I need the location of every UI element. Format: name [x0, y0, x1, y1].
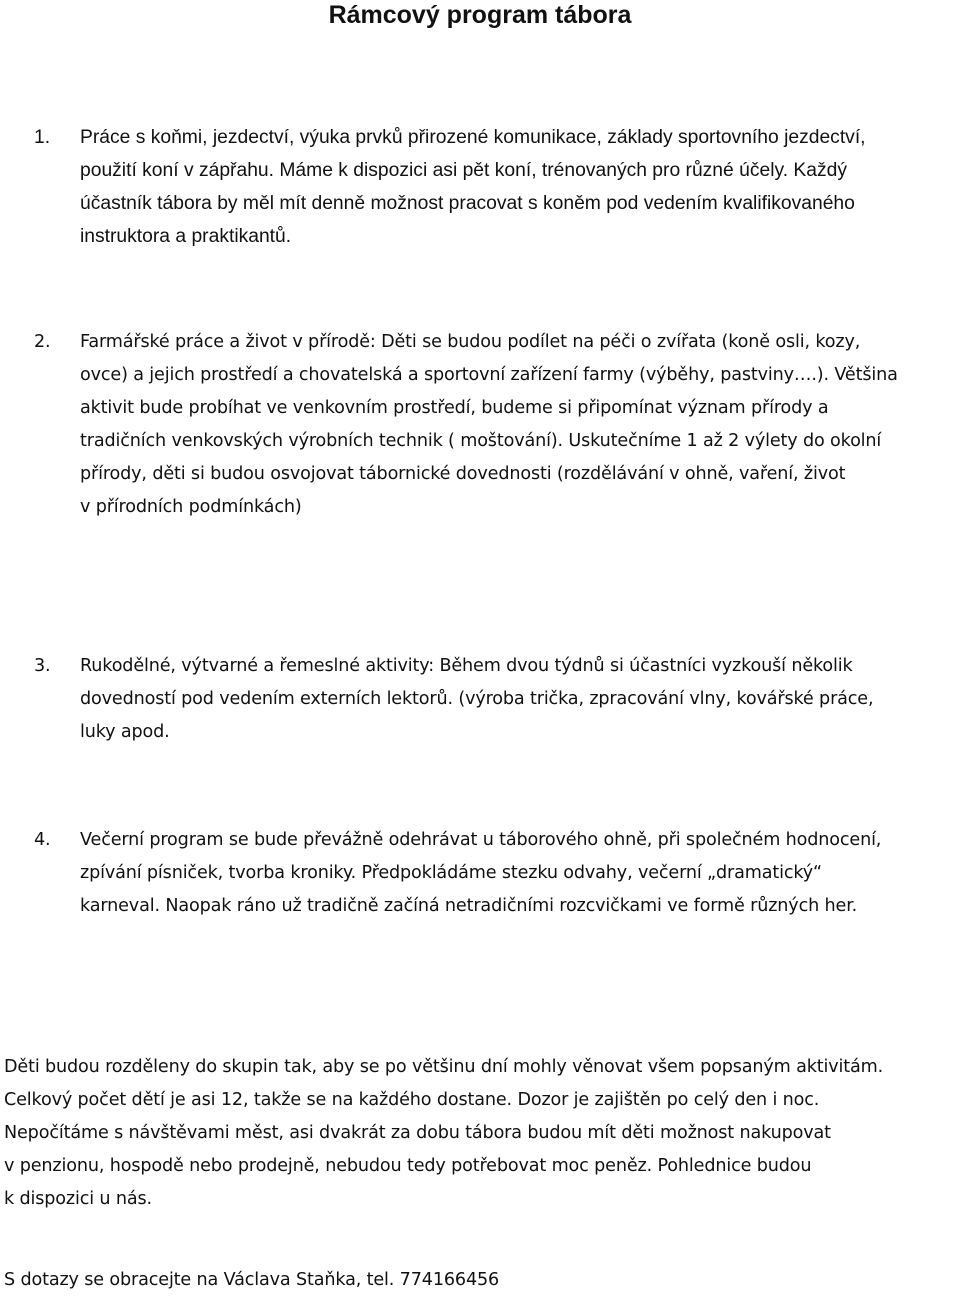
contact-line: S dotazy se obracejte na Václava Staňka, tel. 774166456 — [4, 1270, 500, 1290]
paragraph-line: Nepočítáme s návštěvami měst, asi dvakrát za dobu tábora budou mít děti možnost nakupovat — [4, 1123, 831, 1143]
item-line: Večerní program se bude převážně odehrávat u táborového ohně, při společném hodnocení, — [80, 830, 882, 850]
item-line: instruktora a praktikantů. — [80, 226, 292, 247]
item-number: 4. — [34, 830, 51, 850]
item-number: 3. — [34, 656, 51, 676]
item-line: Farmářské práce a život v přírodě: Děti se budou podílet na péči o zvířata (koně osli, kozy, — [80, 332, 861, 352]
closing-paragraph — [4, 1051, 954, 1216]
item-line: dovedností pod vedením externích lektorů. (výroba trička, zpracování vlny, kovářské práce, — [80, 689, 874, 709]
contact-paragraph — [4, 1264, 954, 1297]
program-item-2 — [0, 326, 960, 524]
item-line: luky apod. — [80, 722, 170, 742]
item-line: ovce) a jejich prostředí a chovatelská a sportovní zařízení farmy (výběhy, pastviny….). Většina — [80, 365, 898, 385]
paragraph-line: Celkový počet dětí je asi 12, takže se na každého dostane. Dozor je zajištěn po celý den i noc. — [4, 1090, 820, 1110]
item-line: aktivit bude probíhat ve venkovním prostředí, budeme si připomínat význam přírody a — [80, 398, 829, 418]
item-line: použití koní v zápřahu. Máme k dispozici asi pět koní, trénovaných pro různé účely. Každý — [80, 160, 847, 181]
item-number: 2. — [34, 332, 51, 352]
program-item-3 — [0, 650, 960, 749]
paragraph-line: Děti budou rozděleny do skupin tak, aby se po většinu dní mohly věnovat všem popsaným aktivitám. — [4, 1057, 884, 1077]
item-line: účastník tábora by měl mít denně možnost pracovat s koněm pod vedením kvalifikovaného — [80, 193, 855, 214]
program-item-1 — [0, 121, 960, 253]
paragraph-line: k dispozici u nás. — [4, 1189, 152, 1209]
item-line: v přírodních podmínkách) — [80, 497, 302, 517]
item-line: karneval. Naopak ráno už tradičně začíná netradičními rozcvičkami ve formě různých her. — [80, 896, 858, 916]
item-line: zpívání písniček, tvorba kroniky. Předpokládáme stezku odvahy, večerní „dramatický“ — [80, 863, 823, 883]
program-item-4 — [0, 824, 960, 923]
item-line: přírody, děti si budou osvojovat tábornické dovednosti (rozdělávání v ohně, vaření, život — [80, 464, 846, 484]
item-line: Práce s koňmi, jezdectví, výuka prvků přirozené komunikace, základy sportovního jezdectví, — [80, 127, 866, 148]
item-line: Rukodělné, výtvarné a řemeslné aktivity: Během dvou týdnů si účastníci vyzkouší několik — [80, 656, 853, 676]
paragraph-line: v penzionu, hospodě nebo prodejně, nebudou tedy potřebovat moc peněz. Pohlednice budou — [4, 1156, 812, 1176]
page-title: Rámcový program tábora — [328, 1, 632, 29]
item-line: tradičních venkovských výrobních technik ( moštování). Uskutečníme 1 až 2 výlety do okolní — [80, 431, 882, 451]
item-number: 1. — [34, 127, 51, 148]
